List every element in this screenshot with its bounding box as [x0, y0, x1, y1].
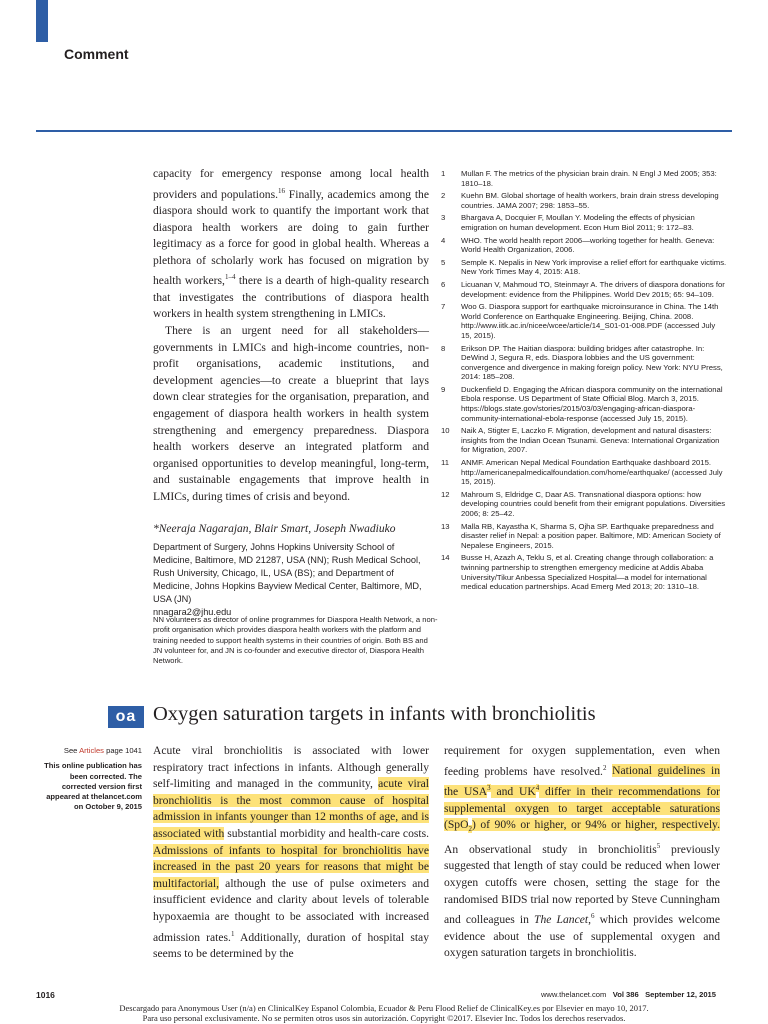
- reference-item: [441, 280, 727, 299]
- citation-superscript: 1–4: [224, 273, 236, 282]
- top-paragraph-2: There is an urgent need for all stakeholders—governments in LMICs and high-income countries, non-profit organisations, academic institutions, and development agencies—to create a blueprint that lays down clear strategies for the organisation, preparation, and engagement of diaspora health workers in health system strengthening and emergency preparedness. Diaspora health workers deserve an integrated platform and organised opportunities to develop meaningful, long-term, and sustainable engagements that improve health in LMICs, during times of crisis and beyond.: [153, 324, 429, 503]
- reference-text: WHO. The world health report 2006—working together for health. Geneva: World Health Organization, 2006.: [461, 235, 715, 255]
- highlighted-text: National guidelines in the USA: [444, 764, 720, 798]
- reference-text: Kuehn BM. Global shortage of health workers, brain drain stress developing countries. JAMA 2007; 298: 1853–55.: [461, 191, 719, 210]
- reference-number: 1: [441, 169, 446, 178]
- open-access-badge: oa: [108, 706, 144, 728]
- see-also-note: [40, 746, 142, 756]
- reference-item: [441, 385, 727, 423]
- reference-text: Mahroum S, Eldridge C, Daar AS. Transnational diaspora options: how developing countries could benefit from their emigrant populations. Diversities 2006; 8: 25–42.: [461, 489, 726, 518]
- citation-superscript: 2: [602, 763, 607, 772]
- articles-link[interactable]: Articles: [79, 746, 104, 755]
- reference-item: [441, 426, 727, 455]
- reference-number: 2: [441, 191, 446, 201]
- citation-superscript: 5: [656, 842, 661, 850]
- reference-number: 5: [441, 257, 446, 267]
- reference-item: [441, 344, 727, 382]
- reference-item: [441, 553, 727, 591]
- reference-item: [441, 522, 727, 551]
- highlighted-text: ) of 90% or higher, or 94% or higher, respectively.: [471, 818, 720, 832]
- reference-text: Busse H, Azazh A, Teklu S, et al. Creating change through collaboration: a twinning partnership to strengthen emergency medicine at Addis Ababa University/Tikur Anbessa Specialized Hospital—a model for international medical education partnerships. Acad Emerg Med 2013; 20: 1310–18.: [461, 553, 714, 592]
- header-rule: [36, 130, 732, 132]
- author-affiliation: [153, 541, 433, 619]
- reference-number: 4: [441, 235, 446, 245]
- journal-site[interactable]: www.thelancet.com: [540, 990, 607, 999]
- reference-number: 7: [441, 302, 446, 312]
- article-column-1: Acute viral bronchiolitis is associated with lower respiratory tract infections in infants. Although generally self-limiting and managed in the community, acute viral bronchiolitis is the most common cause of hospital admission in infants younger than 12 months of age, and is associated with substantial morbidity and health-care costs. Admissions of infants to hospital for bronchiolitis have increased in the past 20 years for reasons that might be multifactorial, although the use of pulse oximeters and insufficient evidence and clarity about levels of tolerable hypoxaemia are thought to be associated with increased admission rates.$^1$ Additionally, duration of hospital stay seems to be determined by the: [153, 744, 430, 960]
- reference-number: 14: [441, 553, 450, 563]
- reference-item: [441, 236, 727, 255]
- italic-text: The Lancet: [534, 913, 589, 927]
- reference-item: [441, 302, 727, 340]
- article-title: Oxygen saturation targets in infants with bronchiolitis: [153, 703, 596, 725]
- reference-number: 13: [441, 521, 450, 531]
- citation-superscript: 1: [230, 929, 235, 938]
- page-number: 1016: [36, 990, 55, 1000]
- subscript: 2: [468, 825, 472, 834]
- reference-number: 3: [441, 213, 446, 223]
- reference-text: Licuanan V, Mahmoud TO, Steinmayr A. The drivers of diaspora donations for development: evidence from the Philippines. World Dev 2015; 65: 94–109.: [461, 279, 725, 299]
- reference-text: ANMF. American Nepal Medical Foundation Earthquake dashboard 2015. http://americanepalmedicalfoundation.com/home/earthquake/ (accessed July 15, 2015).: [461, 458, 723, 487]
- citation-superscript: 3: [487, 784, 491, 793]
- journal-date: September 12, 2015: [645, 990, 716, 999]
- journal-footer: [541, 990, 716, 999]
- reference-item: [441, 169, 727, 188]
- reference-text: Bhargava A, Docquier F, Moullan Y. Modeling the effects of physician emigration on human development. Econ Hum Biol 2011; 9: 172–83.: [461, 213, 695, 232]
- reference-text: Semple K. Nepalis in New York improvise a relief effort for earthquake victims. New York Times May 4, 2015: A18.: [461, 257, 727, 277]
- reference-item: [441, 458, 727, 487]
- reference-number: 6: [441, 279, 446, 289]
- article-sidenote: [40, 746, 142, 813]
- reference-number: 11: [441, 458, 449, 468]
- highlighted-text: acute viral bronchiolitis is the most common cause of hospital admission in infants younger than 12 months of age, and is associated with: [153, 777, 429, 840]
- reference-text: Mullan F. The metrics of the physician brain drain. N Engl J Med 2005; 353: 1810–18.: [461, 169, 717, 188]
- highlighted-text: and UK: [490, 784, 536, 798]
- highlighted-text: differ in their recommendations for supplemental oxygen to target acceptable saturations (SpO: [444, 784, 720, 832]
- reference-number: 9: [441, 384, 446, 394]
- reference-text: Woo G. Diaspora support for earthquake microinsurance in China. The 14th World Conference on Earthquake Engineering. Beijing, China. 2008. http://www.iitk.ac.in/nicee/wcee/article/14_S01-01-008.PDF (accessed July 15, 2015).: [461, 302, 719, 340]
- top-article-body: [153, 166, 429, 506]
- reference-number: 8: [441, 343, 446, 353]
- reference-item: [441, 191, 727, 210]
- highlighted-text: Admissions of infants to hospital for bronchiolitis have increased in the past 20 years for reasons that might be multifactorial,: [153, 843, 429, 890]
- reference-text: Naik A, Stigter E, Laczko F. Migration, development and natural disasters: insights from the Indian Ocean Tsunami. Geneva: International Organization for Migration, 2007.: [461, 426, 720, 455]
- reference-number: 10: [441, 426, 450, 436]
- download-watermark-line-1: Descargado para Anonymous User (n/a) en ClinicalKey Espanol Colombia, Ecuador & Peru Flood Relief de ClinicalKey.es por Elsevier en mayo 10, 2017.: [119, 1003, 649, 1013]
- reference-item: [441, 258, 727, 277]
- citation-superscript: 4: [535, 784, 540, 793]
- top-paragraph-1: capacity for emergency response among local health providers and populations.$^{16}$ Finally, academics among the diaspora should work to quantify the important work that diaspora health workers are doing to gain further legitimacy as a force for good in global health. Whereas a plethora of scholarly work has focused on migration by health workers,$^{1-4}$ there is a dearth of high-quality research that investigates the contributions of diaspora health workers in health system strengthening in LMICs.: [153, 167, 430, 321]
- section-label: Comment: [64, 46, 129, 62]
- reference-item: [441, 490, 727, 519]
- reference-item: [441, 213, 727, 232]
- reference-text: Erikson DP. The Haitian diaspora: building bridges after catastrophe. In: DeWind J, Segura R, eds. Diaspora lobbies and the US government: convergence and divergence in making foreign policy. New York: NYU Press, 2014: 185–208.: [461, 343, 723, 382]
- section-color-bar: [36, 0, 48, 42]
- reference-text: Duckenfield D. Engaging the African diaspora community on the international Ebola response. US Department of State Official Blog. March 3, 2015. https://blogs.state.gov/stories/2015/03/03/engaging-african-diaspora-community-international-ebola-response (accessed July 15, 2015).: [461, 384, 723, 423]
- author-list: *Neeraja Nagarajan, Blair Smart, Joseph Nwadiuko: [153, 523, 396, 535]
- journal-volume: Vol 386: [612, 990, 639, 999]
- citation-superscript: 6: [591, 912, 595, 921]
- author-email[interactable]: nnagara2@jhu.edu: [153, 607, 232, 617]
- citation-superscript: 16: [278, 186, 286, 195]
- affiliation-text: Department of Surgery, Johns Hopkins University School of Medicine, Baltimore, MD 21287, USA (NN); Rush Medical School, Rush University, Chicago, IL, USA (BS); and Department of Medicine, Johns Hopkins Bayview Medical Center, Baltimore, MD, USA (JN): [153, 542, 422, 604]
- reference-number: 12: [441, 489, 450, 499]
- see-also-prefix: See: [63, 746, 80, 755]
- article-column-2: requirement for oxygen supplementation, even when feeding problems have resolved.$^2$ National guidelines in the USA$^3$ and $UK^4$ differ in their recommendations for supplemental oxygen to target acceptable saturations (SpO$_2$) of 90% or higher, or 94% or higher, respectively. An observational study in bronchiolitis$^5$ previously suggested that length of stay could be reduced when lower oxygen cutoffs were chosen, setting the stage for the randomised BIDS trial now reported by Steve Cunningham and colleagues in The Lancet,$^6$ which provides welcome evidence about the use of supplemental oxygen and oxygen saturation targets in bronchiolitis.: [444, 744, 720, 960]
- reference-text: Malla RB, Kayastha K, Sharma S, Ojha SP. Earthquake preparedness and disaster relief in Nepal: a position paper. Baltimore, MD: American Society of Nepalese Engineers, 2015.: [461, 521, 721, 550]
- reference-list: [441, 169, 727, 595]
- correction-note: This online publication has been corrected. The corrected version first appeared at thelancet.com on October 9, 2015: [44, 761, 142, 812]
- see-also-page: page 1041: [103, 746, 142, 755]
- download-watermark-line-2: Para uso personal exclusivamente. No se permiten otros usos sin autorización. Copyright ©2017. Elsevier Inc. Todos los derechos reservados.: [142, 1013, 626, 1023]
- competing-interests: NN volunteers as director of online programmes for Diaspora Health Network, a non-profit organisation which provides diaspora health workers with the platform and training needed to support health systems in their countries of origin. Both BS and JN volunteer for, and JN is co-founder and executive director of, Diaspora Health Network.: [153, 615, 438, 666]
